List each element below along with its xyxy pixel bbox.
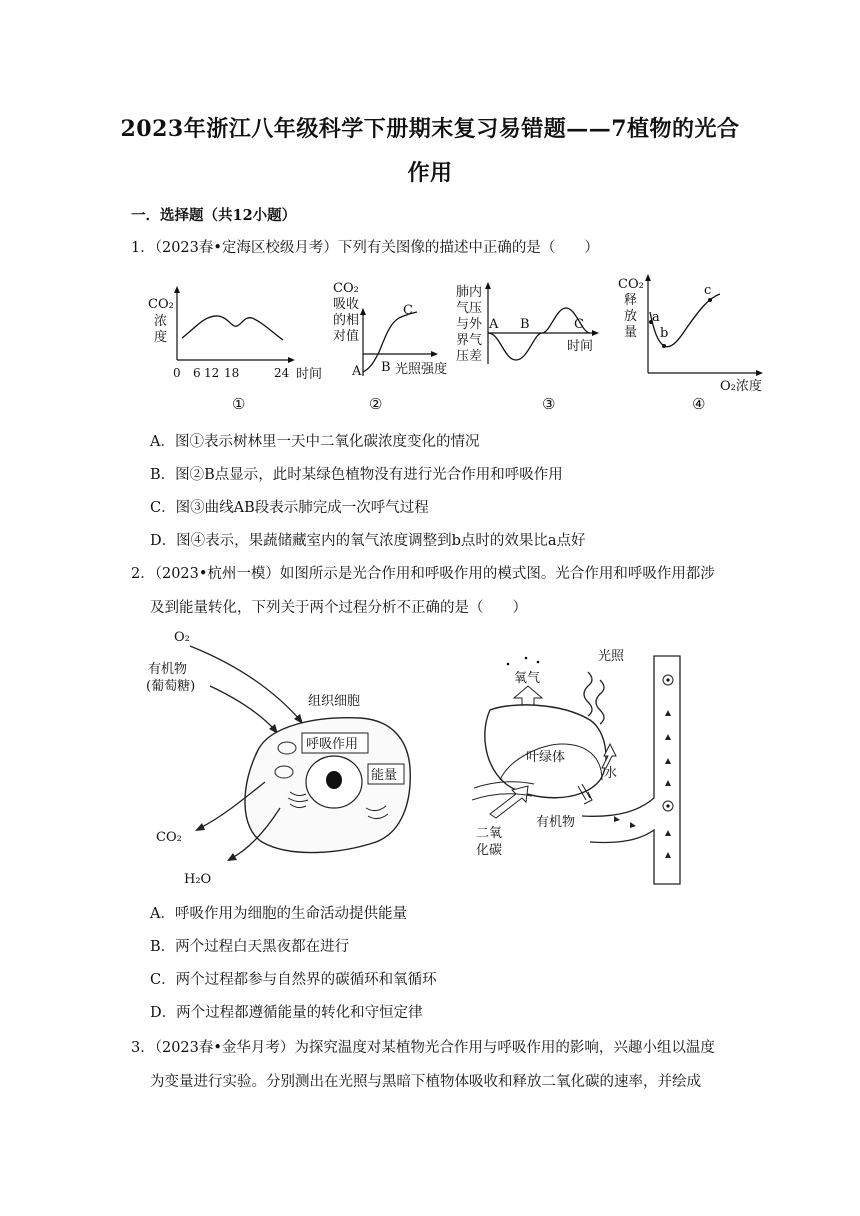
resp-h2o-label: H₂O: [184, 872, 212, 887]
section-heading: 一．选择题（共12小题）: [131, 207, 297, 224]
f1-ylabel-3: 度: [154, 330, 168, 345]
resp-co2-arrowhead: [195, 823, 205, 831]
f1-ylabel-2: 浓: [154, 314, 168, 329]
resp-o2-arrow: [190, 646, 300, 720]
page-title-continued: 作用: [407, 160, 453, 186]
f3-ylabel-4: 界气: [456, 333, 483, 348]
vessel-marker-bottom-dot: [666, 804, 669, 807]
resp-o2-label: O₂: [174, 630, 190, 645]
photo-chloroplast-label: 叶绿体: [526, 750, 566, 765]
cell-nucleolus: [326, 771, 342, 789]
photo-light-label: 光照: [598, 649, 625, 664]
resp-box-label: 呼吸作用: [306, 737, 359, 752]
f3-ylabel-2: 气压: [456, 301, 483, 316]
q1-option-a[interactable]: A．图①表示树林里一天中二氧化碳浓度变化的情况: [150, 434, 480, 450]
photo-co2-label-1: 二氧: [476, 826, 503, 841]
resp-organic-arrow: [210, 686, 275, 730]
q2-respiration-diagram: [140, 622, 430, 892]
energy-label: 能量: [371, 768, 398, 783]
oxygen-dot-1: [507, 663, 510, 666]
f4-ylabel-3: 放: [624, 309, 638, 324]
f3-xlabel: 时间: [567, 339, 594, 354]
f2-ylabel-1: CO₂: [333, 281, 359, 296]
f1-y-arrow: [174, 286, 180, 293]
f2-y-arrow: [360, 308, 366, 315]
resp-co2-label: CO₂: [156, 830, 182, 845]
resp-tissue-label: 组织细胞: [308, 694, 361, 709]
co2-arrow: [490, 786, 528, 818]
q1-option-b[interactable]: B．图②B点显示，此时某绿色植物没有进行光合作用和呼吸作用: [150, 467, 563, 483]
q2-photosynthesis-diagram: [470, 640, 730, 890]
f4-caption: ④: [692, 395, 706, 413]
f1-xtick-6: 6: [193, 366, 201, 380]
question-3-stem-continued: 为变量进行实验。分别测出在光照与黑暗下植物体吸收和释放二氧化碳的速率，并绘成: [150, 1074, 701, 1090]
q1-figure-2: [325, 272, 465, 415]
photo-water-label: 水: [604, 766, 618, 781]
q2-option-d[interactable]: D．两个过程都遵循能量的转化和守恒定律: [150, 1005, 423, 1021]
f1-ylabel-1: CO₂: [148, 297, 174, 312]
f2-point-c: C: [403, 303, 413, 318]
f2-x-arrow: [431, 351, 438, 357]
resp-organic-label: 有机物: [148, 662, 188, 677]
f4-ylabel-1: CO₂: [618, 277, 644, 292]
q1-figure-1: [140, 280, 330, 415]
question-2-stem-continued: 及到能量转化，下列关于两个过程分析不正确的是（ ）: [150, 600, 527, 616]
f4-dot-b: [662, 344, 666, 348]
f3-x-arrow: [592, 330, 599, 336]
f3-point-b: B: [520, 317, 530, 332]
f4-point-a: a: [652, 310, 660, 325]
f1-x-arrow: [288, 357, 295, 363]
resp-h2o-arrowhead: [227, 853, 237, 861]
f4-point-c: c: [704, 283, 712, 298]
f2-xlabel: 光照强度: [395, 362, 448, 377]
f4-y-arrow: [645, 274, 651, 281]
oxygen-dot-3: [537, 661, 540, 664]
f2-caption: ②: [369, 395, 383, 413]
f2-ylabel-3: 的相: [333, 313, 360, 328]
f1-xtick-12: 12: [204, 366, 220, 380]
q2-option-b[interactable]: B．两个过程白天黑夜都在进行: [150, 939, 350, 955]
q1-figure-3: [452, 280, 607, 415]
f2-ylabel-2: 吸收: [333, 297, 360, 312]
resp-glucose-label: (葡萄糖): [146, 679, 196, 694]
f3-ylabel-1: 肺内: [456, 285, 483, 300]
f4-dot-c: [708, 298, 712, 302]
oxygen-dot-2: [525, 657, 528, 660]
f1-xlabel: 时间: [296, 367, 323, 382]
f4-xlabel: O₂浓度: [720, 379, 762, 394]
f4-x-arrow: [756, 370, 763, 376]
f3-ylabel-5: 压差: [456, 349, 483, 364]
photo-oxygen-label: 氧气: [514, 671, 541, 686]
f2-point-b: B: [381, 360, 391, 375]
f1-xtick-24: 24: [274, 366, 290, 380]
f4-ylabel-4: 量: [624, 325, 638, 340]
question-2-stem: 2．（2023•杭州一模）如图所示是光合作用和呼吸作用的模式图。光合作用和呼吸作用都涉: [131, 566, 715, 582]
q1-option-d[interactable]: D．图④表示，果蔬储藏室内的氧气浓度调整到b点时的效果比a点好: [150, 533, 586, 549]
q2-option-c[interactable]: C．两个过程都参与自然界的碳循环和氧循环: [150, 972, 437, 988]
f3-y-arrow: [485, 282, 491, 289]
q2-option-a[interactable]: A．呼吸作用为细胞的生命活动提供能量: [150, 906, 407, 922]
sieve-flow-arrows: [614, 816, 636, 828]
light-wave-1: [584, 672, 592, 716]
f1-xtick-18: 18: [224, 366, 240, 380]
f1-curve: [182, 316, 283, 340]
q1-figure-4: [612, 270, 772, 415]
f4-point-b: b: [660, 326, 669, 341]
f2-ylabel-4: 对值: [333, 329, 360, 344]
vessel-marker-top-dot: [666, 678, 669, 681]
vessel-flow-arrows: [665, 710, 671, 858]
photo-organic-label: 有机物: [536, 815, 576, 830]
question-3-stem: 3．（2023春•金华月考）为探究温度对某植物光合作用与呼吸作用的影响，兴趣小组以温度: [131, 1040, 715, 1056]
f3-point-c: C: [574, 317, 584, 332]
f1-xtick-0: 0: [173, 366, 181, 380]
f2-point-a: A: [352, 364, 362, 379]
page-title: 2023年浙江八年级科学下册期末复习易错题——7植物的光合: [120, 116, 740, 142]
f3-point-a: A: [489, 317, 499, 332]
q1-option-c[interactable]: C．图③曲线AB段表示肺完成一次呼气过程: [150, 500, 429, 516]
light-wave-2: [596, 680, 604, 724]
f4-ylabel-2: 释: [624, 293, 638, 308]
f1-caption: ①: [232, 395, 246, 413]
photo-co2-label-2: 化碳: [476, 843, 503, 858]
f3-caption: ③: [542, 395, 556, 413]
f3-ylabel-3: 与外: [456, 317, 483, 332]
question-1-stem: 1．（2023春•定海区校级月考）下列有关图像的描述中正确的是（ ）: [131, 240, 599, 256]
